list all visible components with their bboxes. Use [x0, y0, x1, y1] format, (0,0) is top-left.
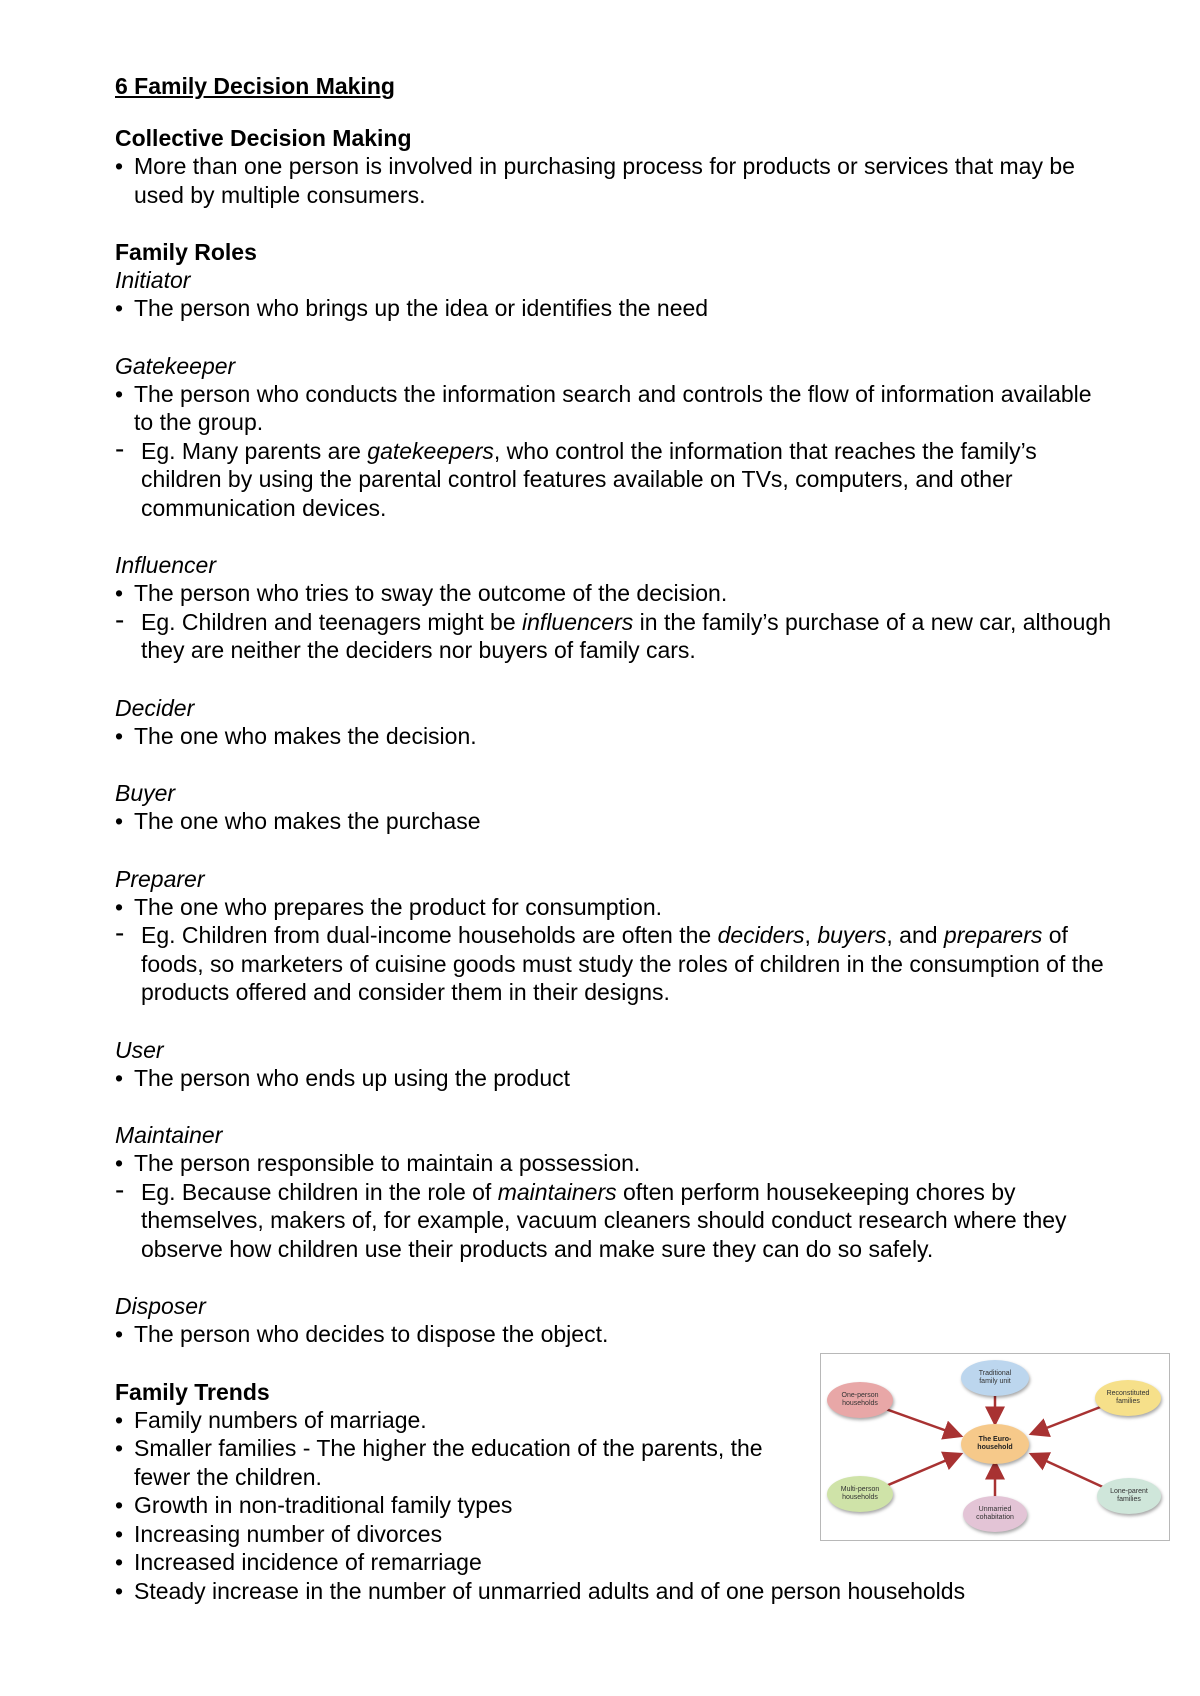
example-emphasis: gatekeepers [367, 437, 494, 464]
role-title: Buyer [115, 780, 176, 806]
role-example [115, 437, 1115, 523]
role-title: Initiator [115, 267, 191, 293]
arrow-bottom-right [1031, 1454, 1105, 1488]
document-title: 6 Family Decision Making [115, 73, 395, 99]
node-bottom-right-label: Lone-parent families [1110, 1488, 1148, 1503]
node-bottom-label: Unmarried cohabitation [976, 1506, 1014, 1521]
role-initiator [115, 266, 1115, 323]
role-bullet: • The one who prepares the product for consumption. [115, 893, 1115, 922]
node-top-label: Traditional family unit [978, 1370, 1012, 1385]
example-emphasis: deciders [717, 922, 805, 948]
role-preparer [115, 865, 1115, 1007]
role-title: Gatekeeper [115, 352, 236, 379]
role-bullet: • The person who ends up using the product [115, 1064, 1115, 1093]
role-bullet: • The person who conducts the information search and controls the flow of information available to the group. [115, 380, 1115, 437]
role-title: Disposer [115, 1293, 206, 1319]
trend-item: • Increasing number of divorces [115, 1520, 775, 1549]
collective-heading: Collective Decision Making [115, 125, 412, 151]
collective-bullet: • More than one person is involved in purchasing process for products or services that may be used by multiple consumers. [115, 152, 1115, 209]
example-text: , and [886, 922, 944, 948]
role-disposer [115, 1292, 1115, 1349]
example-emphasis: buyers [817, 922, 887, 948]
node-top [961, 1360, 1029, 1396]
example-text: of foods, so marketers of cuisine goods must study the roles of children in the consumption of the products offered and consider them in their designs. [141, 922, 1104, 1005]
node-center [961, 1424, 1029, 1464]
example-text: Eg. Because children in the role of [141, 1178, 498, 1205]
euro-household-diagram [820, 1353, 1170, 1541]
example-text: , who control the information that reaches the family’s children by using the parental control features available on TVs, computers, and other communication devices. [141, 437, 1037, 521]
arrow-left [883, 1408, 961, 1436]
role-example [115, 608, 1115, 665]
arrow-right [1031, 1406, 1103, 1434]
node-left-label: One-person households [841, 1392, 879, 1407]
node-bottom [963, 1496, 1027, 1532]
trends-heading: Family Trends [115, 1378, 270, 1405]
roles-heading: Family Roles [115, 239, 257, 265]
role-decider [115, 694, 1115, 751]
role-influencer [115, 551, 1115, 665]
role-title: User [115, 1036, 164, 1063]
role-title: Maintainer [115, 1122, 223, 1148]
role-buyer [115, 779, 1115, 836]
trend-item: • Growth in non-traditional family types [115, 1491, 775, 1520]
node-center-label: The Euro-household [977, 1436, 1013, 1451]
node-bottom-left-label: Multi-person households [840, 1486, 880, 1501]
node-bottom-right [1097, 1478, 1161, 1514]
role-title: Preparer [115, 865, 205, 892]
example-text: , [804, 922, 818, 948]
trend-item: • Steady increase in the number of unmarried adults and of one person households [115, 1577, 775, 1606]
example-text: often perform housekeeping chores by themselves, makers of, for example, vacuum cleaners should conduct research where they observe how children use their products and make sure they can do so safely. [141, 1178, 1067, 1262]
arrow-bottom-left [881, 1454, 961, 1488]
role-example [115, 921, 1115, 1007]
example-emphasis: preparers [943, 922, 1043, 948]
example-text: Eg. Children and teenagers might be [141, 608, 523, 635]
collective-section [115, 124, 1115, 209]
role-gatekeeper [115, 352, 1115, 523]
trend-item: • Smaller families - The higher the education of the parents, the fewer the children. [115, 1434, 775, 1491]
role-bullet: • The person who decides to dispose the object. [115, 1320, 1115, 1349]
example-emphasis: maintainers [497, 1178, 617, 1205]
role-bullet: • The one who makes the decision. [115, 722, 1115, 751]
example-text: Eg. Many parents are [141, 437, 368, 464]
example-text: Eg. Children from dual-income households are often the [141, 922, 718, 948]
role-bullet: • The person responsible to maintain a possession. [115, 1149, 1115, 1178]
role-bullet: • The person who tries to sway the outcome of the decision. [115, 579, 1115, 608]
trend-item: • Family numbers of marriage. [115, 1406, 775, 1435]
role-example [115, 1178, 1115, 1264]
node-bottom-left [827, 1476, 893, 1512]
role-maintainer [115, 1121, 1115, 1263]
example-text: in the family’s purchase of a new car, although they are neither the deciders nor buyers of family cars. [141, 608, 1112, 663]
node-right-label: Reconstituted families [1106, 1390, 1150, 1405]
role-title: Influencer [115, 552, 217, 578]
example-emphasis: influencers [522, 608, 634, 635]
trend-item: • Increased incidence of remarriage [115, 1548, 775, 1577]
role-bullet: • The one who makes the purchase [115, 807, 1115, 836]
node-left [827, 1382, 893, 1418]
role-title: Decider [115, 694, 195, 721]
node-right [1095, 1380, 1161, 1416]
role-user [115, 1036, 1115, 1093]
role-bullet: • The person who brings up the idea or identifies the need [115, 294, 1115, 323]
